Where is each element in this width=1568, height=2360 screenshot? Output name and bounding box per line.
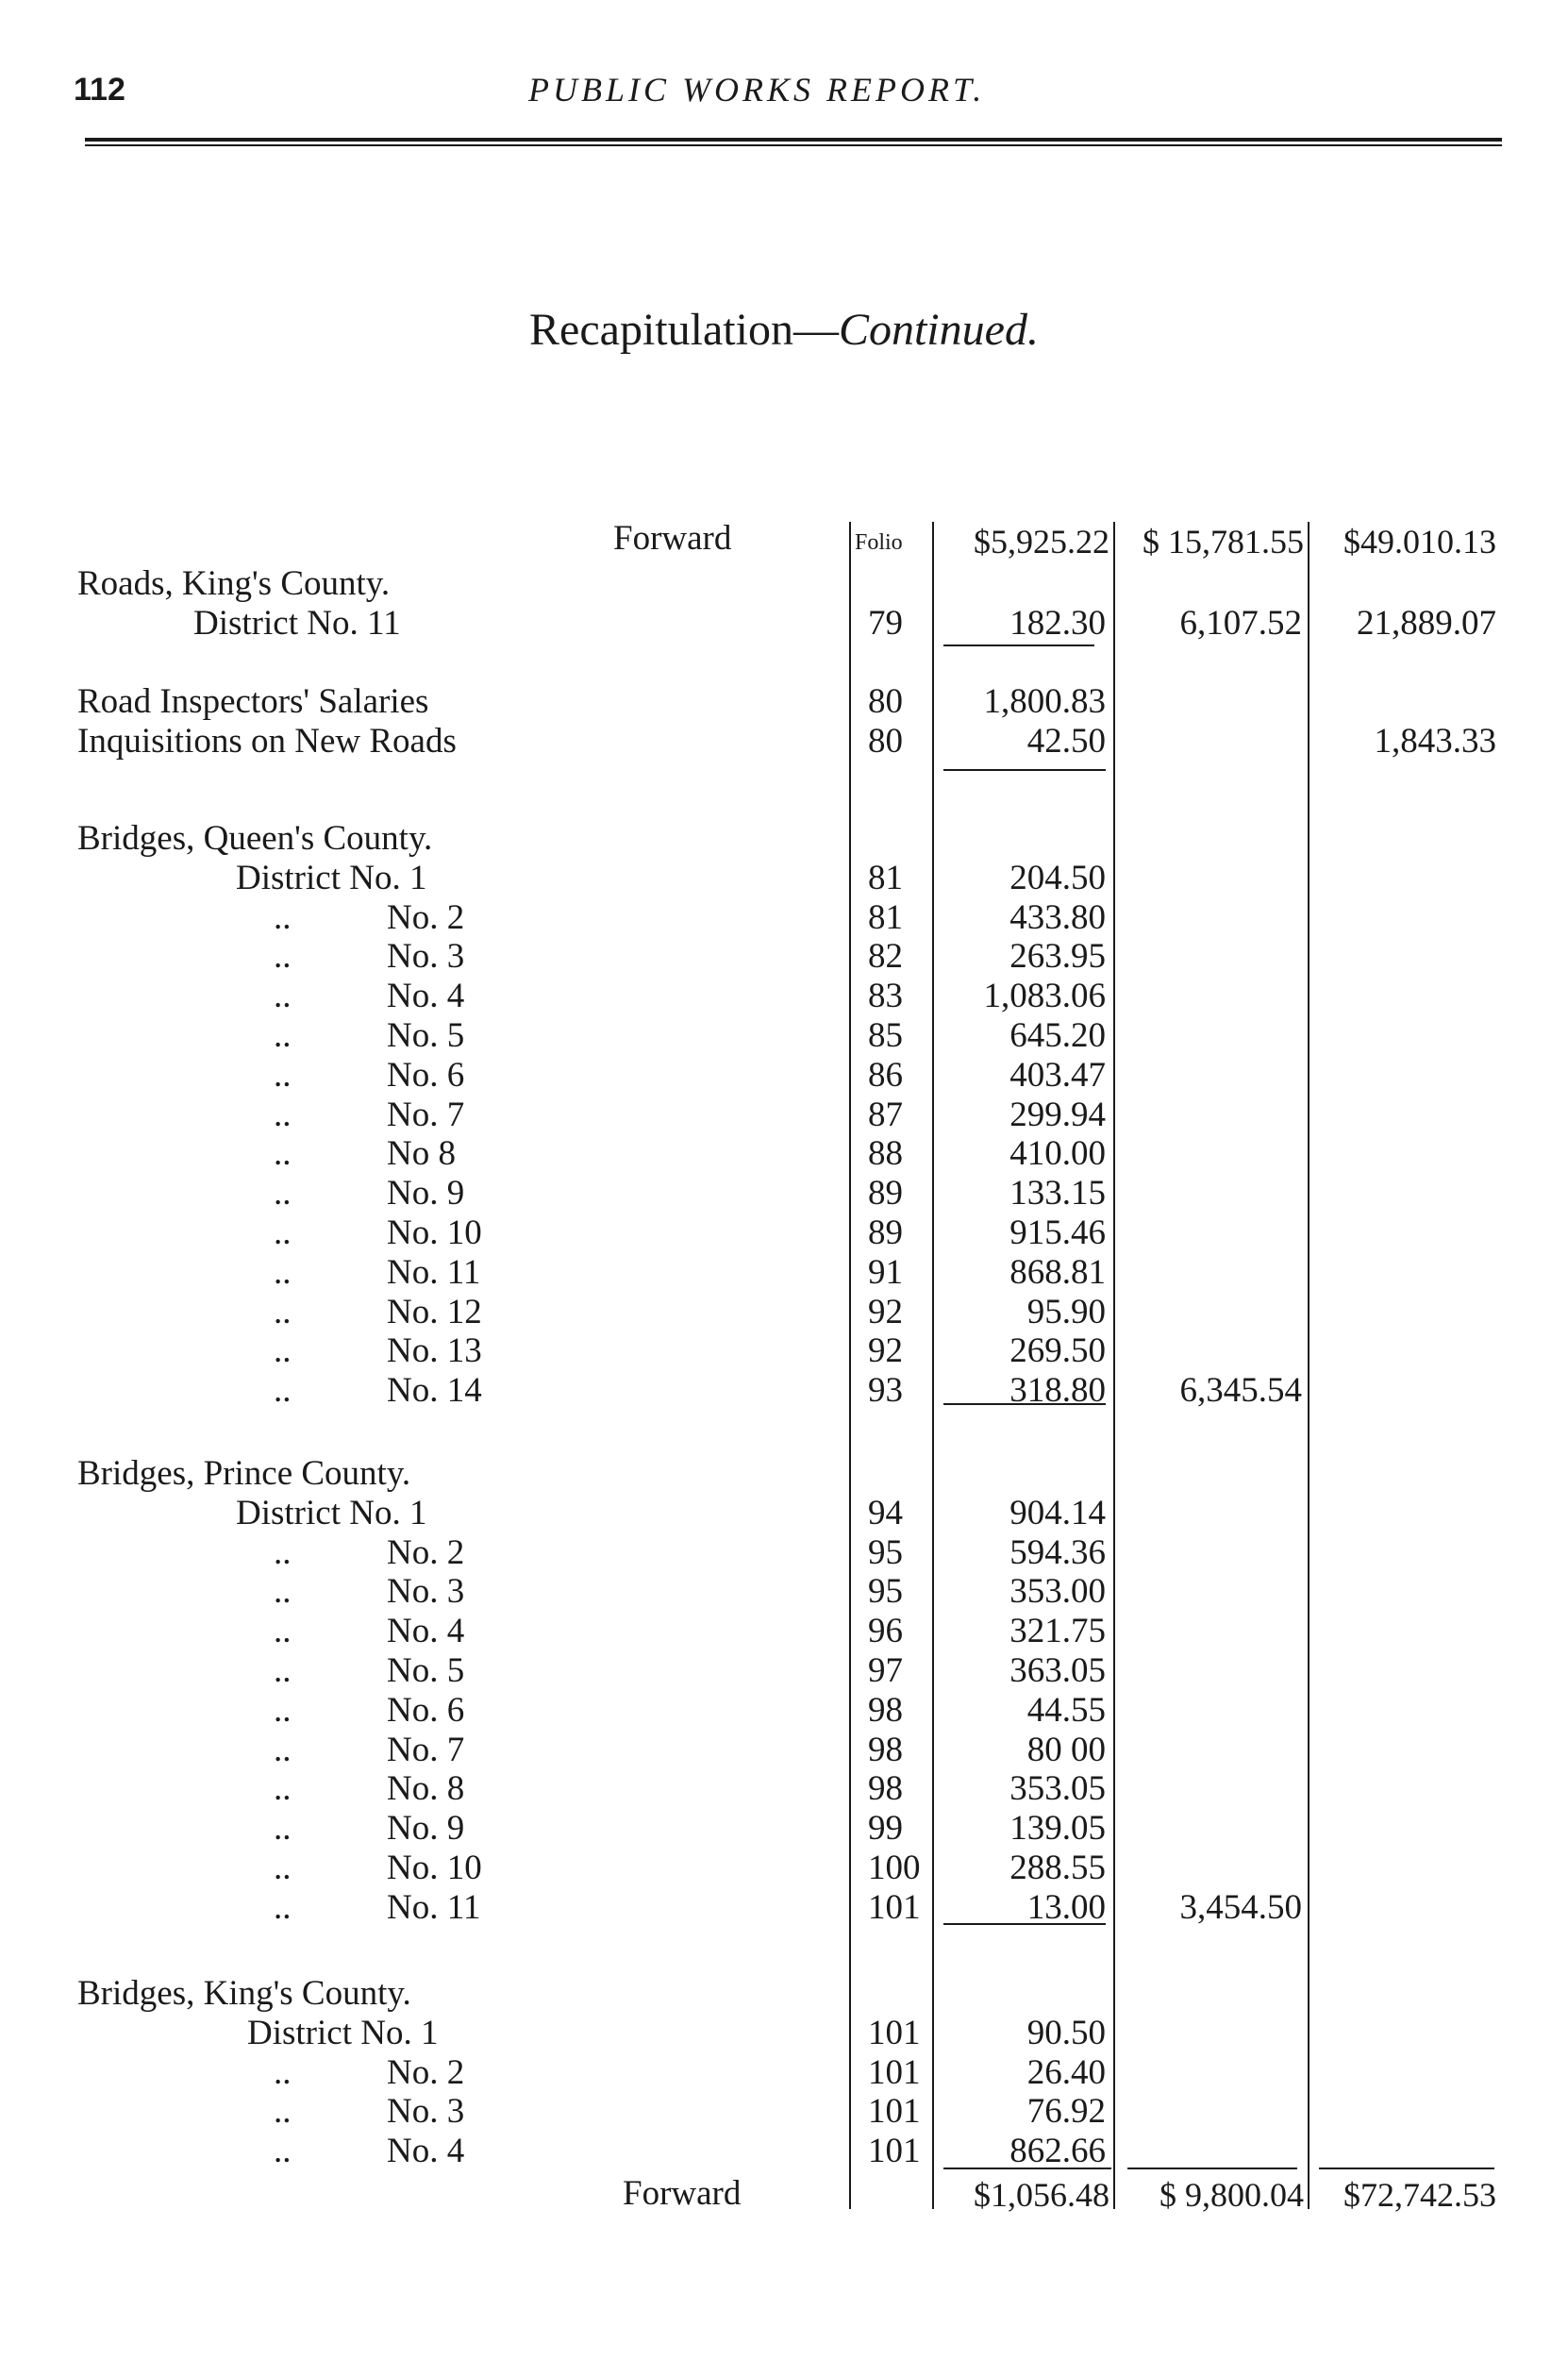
forward-bottom-col2: $ 9,800.04 (1159, 2176, 1304, 2214)
folio-cell: 92 (868, 1331, 903, 1371)
ditto-mark: .. (274, 1055, 292, 1095)
folio-cell: 91 (868, 1252, 903, 1292)
row-label: No. 5 (387, 1016, 465, 1055)
column-rule-subtotal-left (1113, 522, 1115, 2209)
amount-cell: 299.94 (1009, 1095, 1106, 1134)
row-label: Inquisitions on New Roads (77, 721, 457, 761)
amount-cell: 269.50 (1009, 1331, 1106, 1371)
row-label: No. 4 (387, 1612, 465, 1651)
amount-cell: 133.15 (1009, 1174, 1106, 1213)
row-label: District No. 1 (247, 2013, 439, 2052)
row-label: District No. 11 (193, 603, 401, 643)
folio-cell: 89 (868, 1174, 903, 1213)
row-label: No. 7 (387, 1730, 465, 1769)
ditto-mark: .. (274, 1331, 292, 1371)
amount-cell: 868.81 (1009, 1252, 1106, 1292)
ditto-mark: .. (274, 937, 292, 977)
section-heading: Bridges, Prince County. (77, 1454, 411, 1493)
amount-cell: 915.46 (1009, 1213, 1106, 1252)
forward-bottom-rule-2 (1127, 2168, 1297, 2169)
ditto-mark: .. (274, 2132, 292, 2171)
row-label: No. 3 (387, 937, 465, 977)
amount-cell: 321.75 (1009, 1612, 1106, 1651)
heading-main: Recapitulation— (529, 305, 839, 355)
row-label: No. 2 (387, 897, 465, 937)
forward-top-col3: $49.010.13 (1343, 523, 1496, 561)
row-label: No. 11 (387, 1252, 481, 1292)
folio-cell: 94 (868, 1493, 903, 1532)
folio-cell: 87 (868, 1095, 903, 1134)
section-heading: Roads, King's County. (77, 564, 391, 603)
ditto-mark: .. (274, 1769, 292, 1809)
folio-cell: 96 (868, 1612, 903, 1651)
ditto-mark: .. (274, 1371, 292, 1411)
ditto-mark: .. (274, 1016, 292, 1055)
amount-cell: 353.00 (1009, 1572, 1106, 1612)
amount-cell: 76.92 (1026, 2092, 1106, 2132)
ditto-mark: .. (274, 1252, 292, 1292)
ditto-mark: .. (274, 2092, 292, 2132)
row-label: No. 7 (387, 1095, 465, 1134)
row-label: No. 4 (387, 2132, 465, 2171)
ditto-mark: .. (274, 897, 292, 937)
amount-cell: 13.00 (1026, 1887, 1106, 1927)
ditto-mark: .. (274, 1174, 292, 1213)
forward-bottom-col3: $72,742.53 (1343, 2176, 1496, 2214)
amount-cell: 862.66 (1009, 2132, 1106, 2171)
folio-cell: 98 (868, 1730, 903, 1769)
folio-cell: 92 (868, 1292, 903, 1331)
folio-cell: 101 (868, 2132, 921, 2171)
ditto-mark: .. (274, 2052, 292, 2092)
row-label: No. 2 (387, 1532, 465, 1572)
folio-cell: 80 (868, 682, 903, 721)
row-label: No. 2 (387, 2052, 465, 2092)
header-rule (85, 138, 1502, 146)
row-label: No. 13 (387, 1331, 482, 1371)
folio-cell: 98 (868, 1690, 903, 1730)
row-label: No. 10 (387, 1213, 482, 1252)
row-label: No. 6 (387, 1055, 465, 1095)
ditto-mark: .. (274, 1849, 292, 1887)
folio-cell: 97 (868, 1651, 903, 1690)
row-label: No. 4 (387, 977, 465, 1016)
page-number: 112 (74, 72, 125, 108)
amount-cell: 288.55 (1009, 1849, 1106, 1887)
row-label: No. 8 (387, 1769, 465, 1809)
ditto-mark: .. (274, 1809, 292, 1849)
amount-cell: 594.36 (1009, 1532, 1106, 1572)
amount-cell: 645.20 (1009, 1016, 1106, 1055)
forward-top-label: Forward (613, 519, 732, 558)
ditto-mark: .. (274, 1651, 292, 1690)
amount-cell: 90.50 (1026, 2013, 1106, 2052)
folio-cell: 86 (868, 1055, 903, 1095)
ditto-mark: .. (274, 1572, 292, 1612)
amount-cell: 95.90 (1026, 1292, 1106, 1331)
folio-cell: 95 (868, 1532, 903, 1572)
ditto-mark: .. (274, 1532, 292, 1572)
heading-continued: Continued. (838, 305, 1039, 355)
ditto-mark: .. (274, 1134, 292, 1174)
row-label: No. 6 (387, 1690, 465, 1730)
folio-cell: 95 (868, 1572, 903, 1612)
subtotal-cell: 6,107.52 (1179, 603, 1302, 643)
row-label: No. 3 (387, 1572, 465, 1612)
folio-cell: 82 (868, 937, 903, 977)
amount-cell: 204.50 (1009, 858, 1106, 897)
folio-cell: 101 (868, 2092, 921, 2132)
ditto-mark: .. (274, 1887, 292, 1927)
folio-cell: 101 (868, 1887, 921, 1927)
section-heading: Bridges, King's County. (77, 1974, 411, 2013)
section-heading (0, 304, 1568, 356)
amount-cell: 26.40 (1026, 2052, 1106, 2092)
row-label: No. 5 (387, 1651, 465, 1690)
amount-cell: 363.05 (1009, 1651, 1106, 1690)
row-label: No. 14 (387, 1371, 482, 1411)
amount-cell: 42.50 (1026, 721, 1106, 761)
amount-cell: 904.14 (1009, 1493, 1106, 1532)
amount-cell: 44.55 (1026, 1690, 1106, 1730)
ditto-mark: .. (274, 1292, 292, 1331)
forward-top-col1: $5,925.22 (974, 523, 1109, 561)
row-label: Road Inspectors' Salaries (77, 682, 429, 721)
ditto-mark: .. (274, 1213, 292, 1252)
amount-cell: 182.30 (1009, 603, 1106, 643)
folio-cell: 98 (868, 1769, 903, 1809)
forward-bottom-label: Forward (623, 2174, 742, 2213)
column-rule-total-left (1308, 522, 1309, 2209)
folio-cell: 101 (868, 2013, 921, 2052)
total-cell: 21,889.07 (1357, 603, 1496, 643)
amount-cell: 403.47 (1009, 1055, 1106, 1095)
folio-cell: 93 (868, 1371, 903, 1411)
forward-top-col2: $ 15,781.55 (1143, 523, 1304, 561)
running-head: PUBLIC WORKS REPORT. (528, 71, 986, 109)
amount-underline (943, 644, 1094, 646)
ditto-mark: .. (274, 977, 292, 1016)
folio-cell: 89 (868, 1213, 903, 1252)
folio-cell: 81 (868, 858, 903, 897)
row-label: No. 9 (387, 1809, 465, 1849)
folio-cell: 81 (868, 897, 903, 937)
subtotal-cell: 6,345.54 (1179, 1371, 1302, 1411)
amount-cell: 353.05 (1009, 1769, 1106, 1809)
subtotal-cell: 3,454.50 (1179, 1887, 1302, 1927)
folio-cell: 85 (868, 1016, 903, 1055)
amount-cell: 139.05 (1009, 1809, 1106, 1849)
row-label: No. 9 (387, 1174, 465, 1213)
ditto-mark: .. (274, 1612, 292, 1651)
row-label: District No. 1 (236, 1493, 427, 1532)
ditto-mark: .. (274, 1690, 292, 1730)
amount-cell: 318.80 (1009, 1371, 1106, 1411)
folio-cell: 83 (868, 977, 903, 1016)
amount-cell: 410.00 (1009, 1134, 1106, 1174)
section-heading: Bridges, Queen's County. (77, 819, 433, 858)
ditto-mark: .. (274, 1730, 292, 1769)
row-label: No. 11 (387, 1887, 481, 1927)
folio-cell: 88 (868, 1134, 903, 1174)
forward-bottom-rule-3 (1319, 2168, 1494, 2169)
row-label: No. 12 (387, 1292, 482, 1331)
row-label: District No. 1 (236, 858, 427, 897)
forward-bottom-col1: $1,056.48 (974, 2176, 1109, 2214)
row-label: No. 3 (387, 2092, 465, 2132)
folio-cell: 99 (868, 1809, 903, 1849)
column-rule-folio-left (849, 522, 851, 2209)
amount-cell: 263.95 (1009, 937, 1106, 977)
row-label: No. 10 (387, 1849, 482, 1887)
amount-cell: 433.80 (1009, 897, 1106, 937)
folio-cell: 79 (868, 603, 903, 643)
folio-cell: 101 (868, 2052, 921, 2092)
folio-column-header: Folio (855, 530, 903, 555)
amount-cell: 1,800.83 (983, 682, 1106, 721)
amount-cell: 80 00 (1026, 1730, 1106, 1769)
total-cell: 1,843.33 (1374, 721, 1496, 761)
folio-cell: 100 (868, 1849, 921, 1887)
amount-underline (943, 769, 1106, 771)
ditto-mark: .. (274, 1095, 292, 1134)
row-label: No 8 (387, 1134, 456, 1174)
amount-cell: 1,083.06 (983, 977, 1106, 1016)
folio-cell: 80 (868, 721, 903, 761)
